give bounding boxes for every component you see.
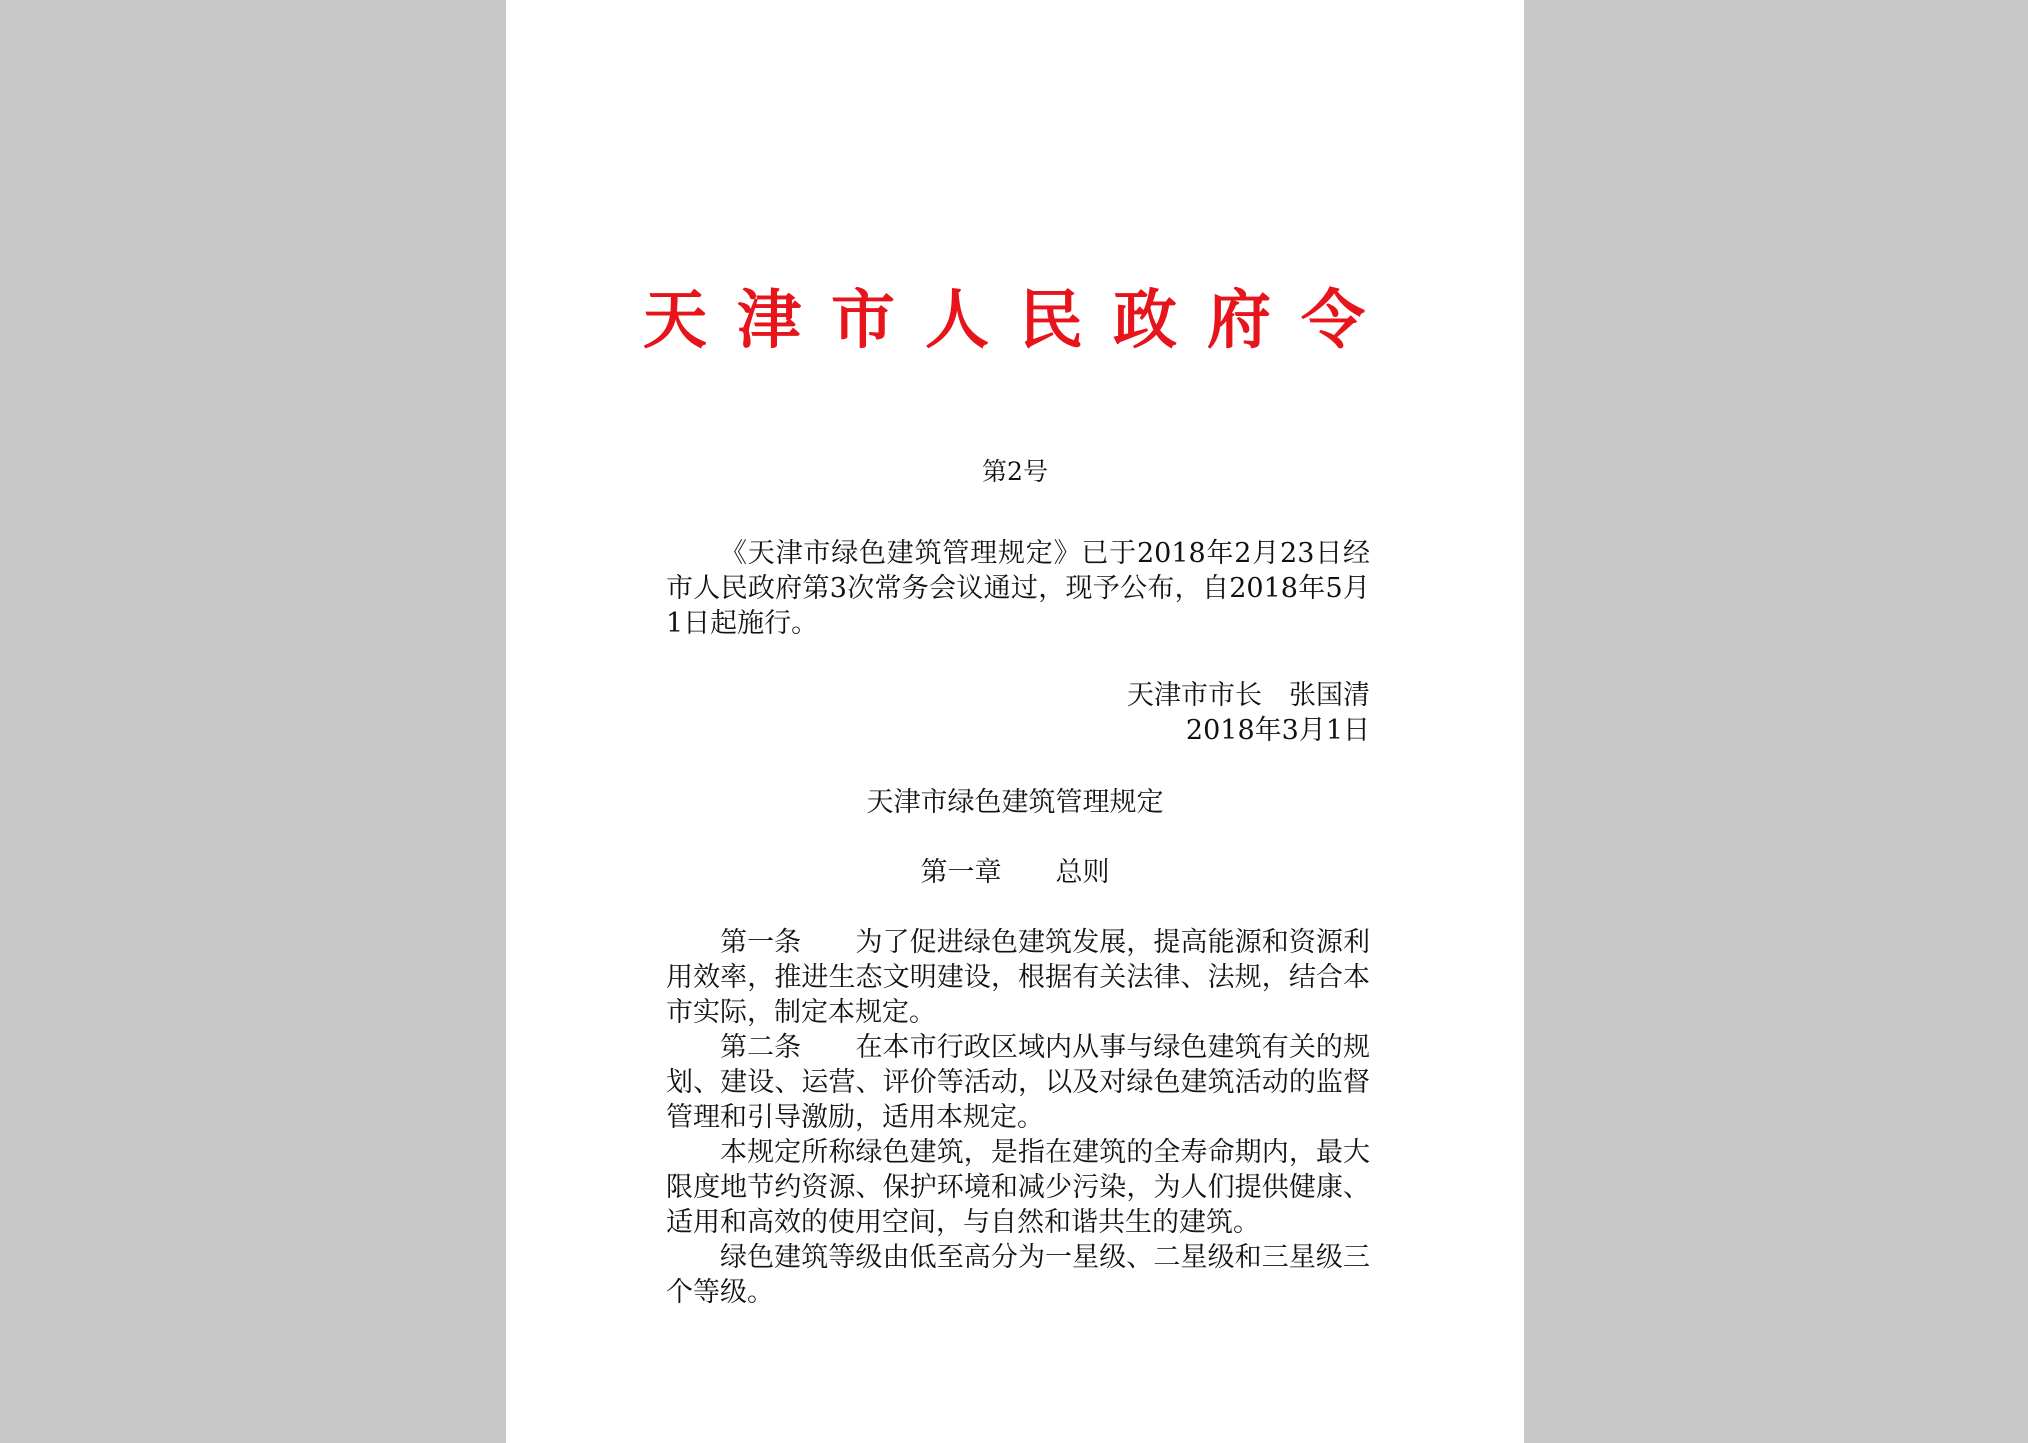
articles-section: [666, 925, 1370, 1310]
article-paragraph: [666, 1030, 1370, 1135]
decree-title: 天津市人民政府令: [643, 284, 1395, 358]
signer-line: 天津市市长 张国清: [1127, 680, 1370, 711]
article-label: 第二条: [720, 1032, 856, 1063]
article-label: 第一条: [720, 927, 856, 958]
article-text: 本规定所称绿色建筑，是指在建筑的全寿命期内，最大限度地节约资源、保护环境和减少污染，为人们提供健康、适用和高效的使用空间，与自然和谐共生的建筑。: [666, 1137, 1370, 1238]
decree-intro-paragraph: 《天津市绿色建筑管理规定》已于2018年2月23日经市人民政府第3次常务会议通过，现予公布，自2018年5月1日起施行。: [666, 538, 1370, 639]
signature-date: 2018年3月1日: [1185, 715, 1370, 746]
signature-block: [666, 678, 1370, 748]
chapter-heading: 第一章 总则: [920, 857, 1110, 888]
decree-number: 第2号: [982, 457, 1048, 486]
article-text: 为了促进绿色建筑发展，提高能源和资源利用效率，推进生态文明建设，根据有关法律、法规，结合本市实际，制定本规定。: [666, 927, 1371, 1028]
article-paragraph: [666, 1240, 1370, 1310]
article-paragraph: [666, 925, 1370, 1030]
document-page: [506, 0, 1524, 1443]
article-text: 在本市行政区域内从事与绿色建筑有关的规划、建设、运营、评价等活动，以及对绿色建筑活动的监督管理和引导激励，适用本规定。: [666, 1032, 1371, 1133]
regulation-title: 天津市绿色建筑管理规定: [866, 787, 1164, 818]
article-text: 绿色建筑等级由低至高分为一星级、二星级和三星级三个等级。: [666, 1242, 1370, 1308]
article-paragraph: [666, 1135, 1370, 1240]
